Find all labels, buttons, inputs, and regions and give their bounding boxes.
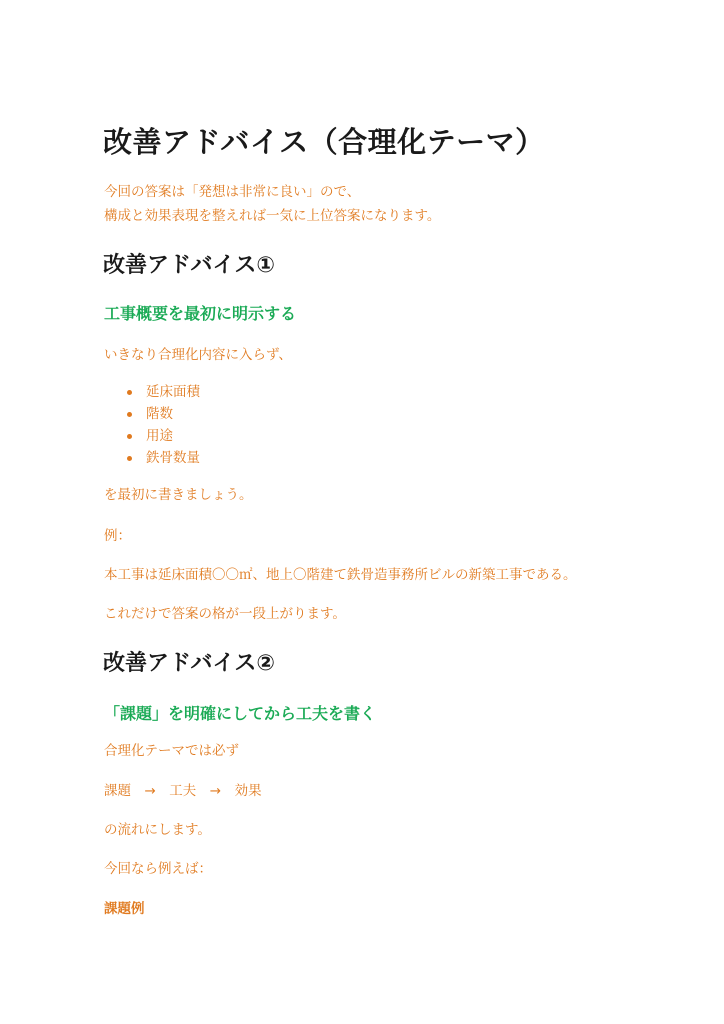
list-item: 用途 — [124, 426, 200, 448]
advice-2-subheading: 「課題」を明確にしてから工夫を書く — [104, 704, 377, 723]
list-item: 鉄骨数量 — [124, 448, 200, 470]
advice-2-heading: 改善アドバイス② — [103, 651, 275, 676]
advice-2-line-2: の流れにします。 — [104, 822, 211, 838]
advice-1-example-label: 例： — [104, 528, 131, 544]
intro-line-2: 構成と効果表現を整えれば一気に上位答案になります。 — [104, 208, 441, 224]
intro-line-1: 今回の答案は「発想は非常に良い」ので、 — [104, 184, 361, 200]
list-item: 階数 — [124, 404, 200, 426]
advice-1-closing: これだけで答案の格が一段上がります。 — [104, 606, 346, 622]
advice-1-example: 本工事は延床面積〇〇㎡、地上〇階建て鉄骨造事務所ビルの新築工事である。 — [104, 567, 577, 583]
list-item: 延床面積 — [124, 382, 200, 404]
advice-1-lead: いきなり合理化内容に入らず、 — [104, 347, 292, 363]
advice-1-heading: 改善アドバイス① — [103, 253, 275, 278]
bullet-icon — [127, 390, 132, 395]
advice-1-subheading: 工事概要を最初に明示する — [104, 304, 297, 323]
page-title: 改善アドバイス（合理化テーマ） — [103, 125, 545, 159]
bullet-icon — [127, 434, 132, 439]
advice-2-line-1: 合理化テーマでは必ず — [104, 743, 239, 759]
advice-2-line-3: 今回なら例えば： — [104, 861, 212, 877]
advice-2-flow: 課題 → 工夫 → 効果 — [104, 783, 262, 799]
bullet-icon — [127, 456, 132, 461]
advice-2-label: 課題例 — [104, 901, 145, 917]
advice-1-bullet-list — [124, 382, 200, 470]
advice-1-after: を最初に書きましょう。 — [104, 487, 253, 503]
bullet-icon — [127, 412, 132, 417]
